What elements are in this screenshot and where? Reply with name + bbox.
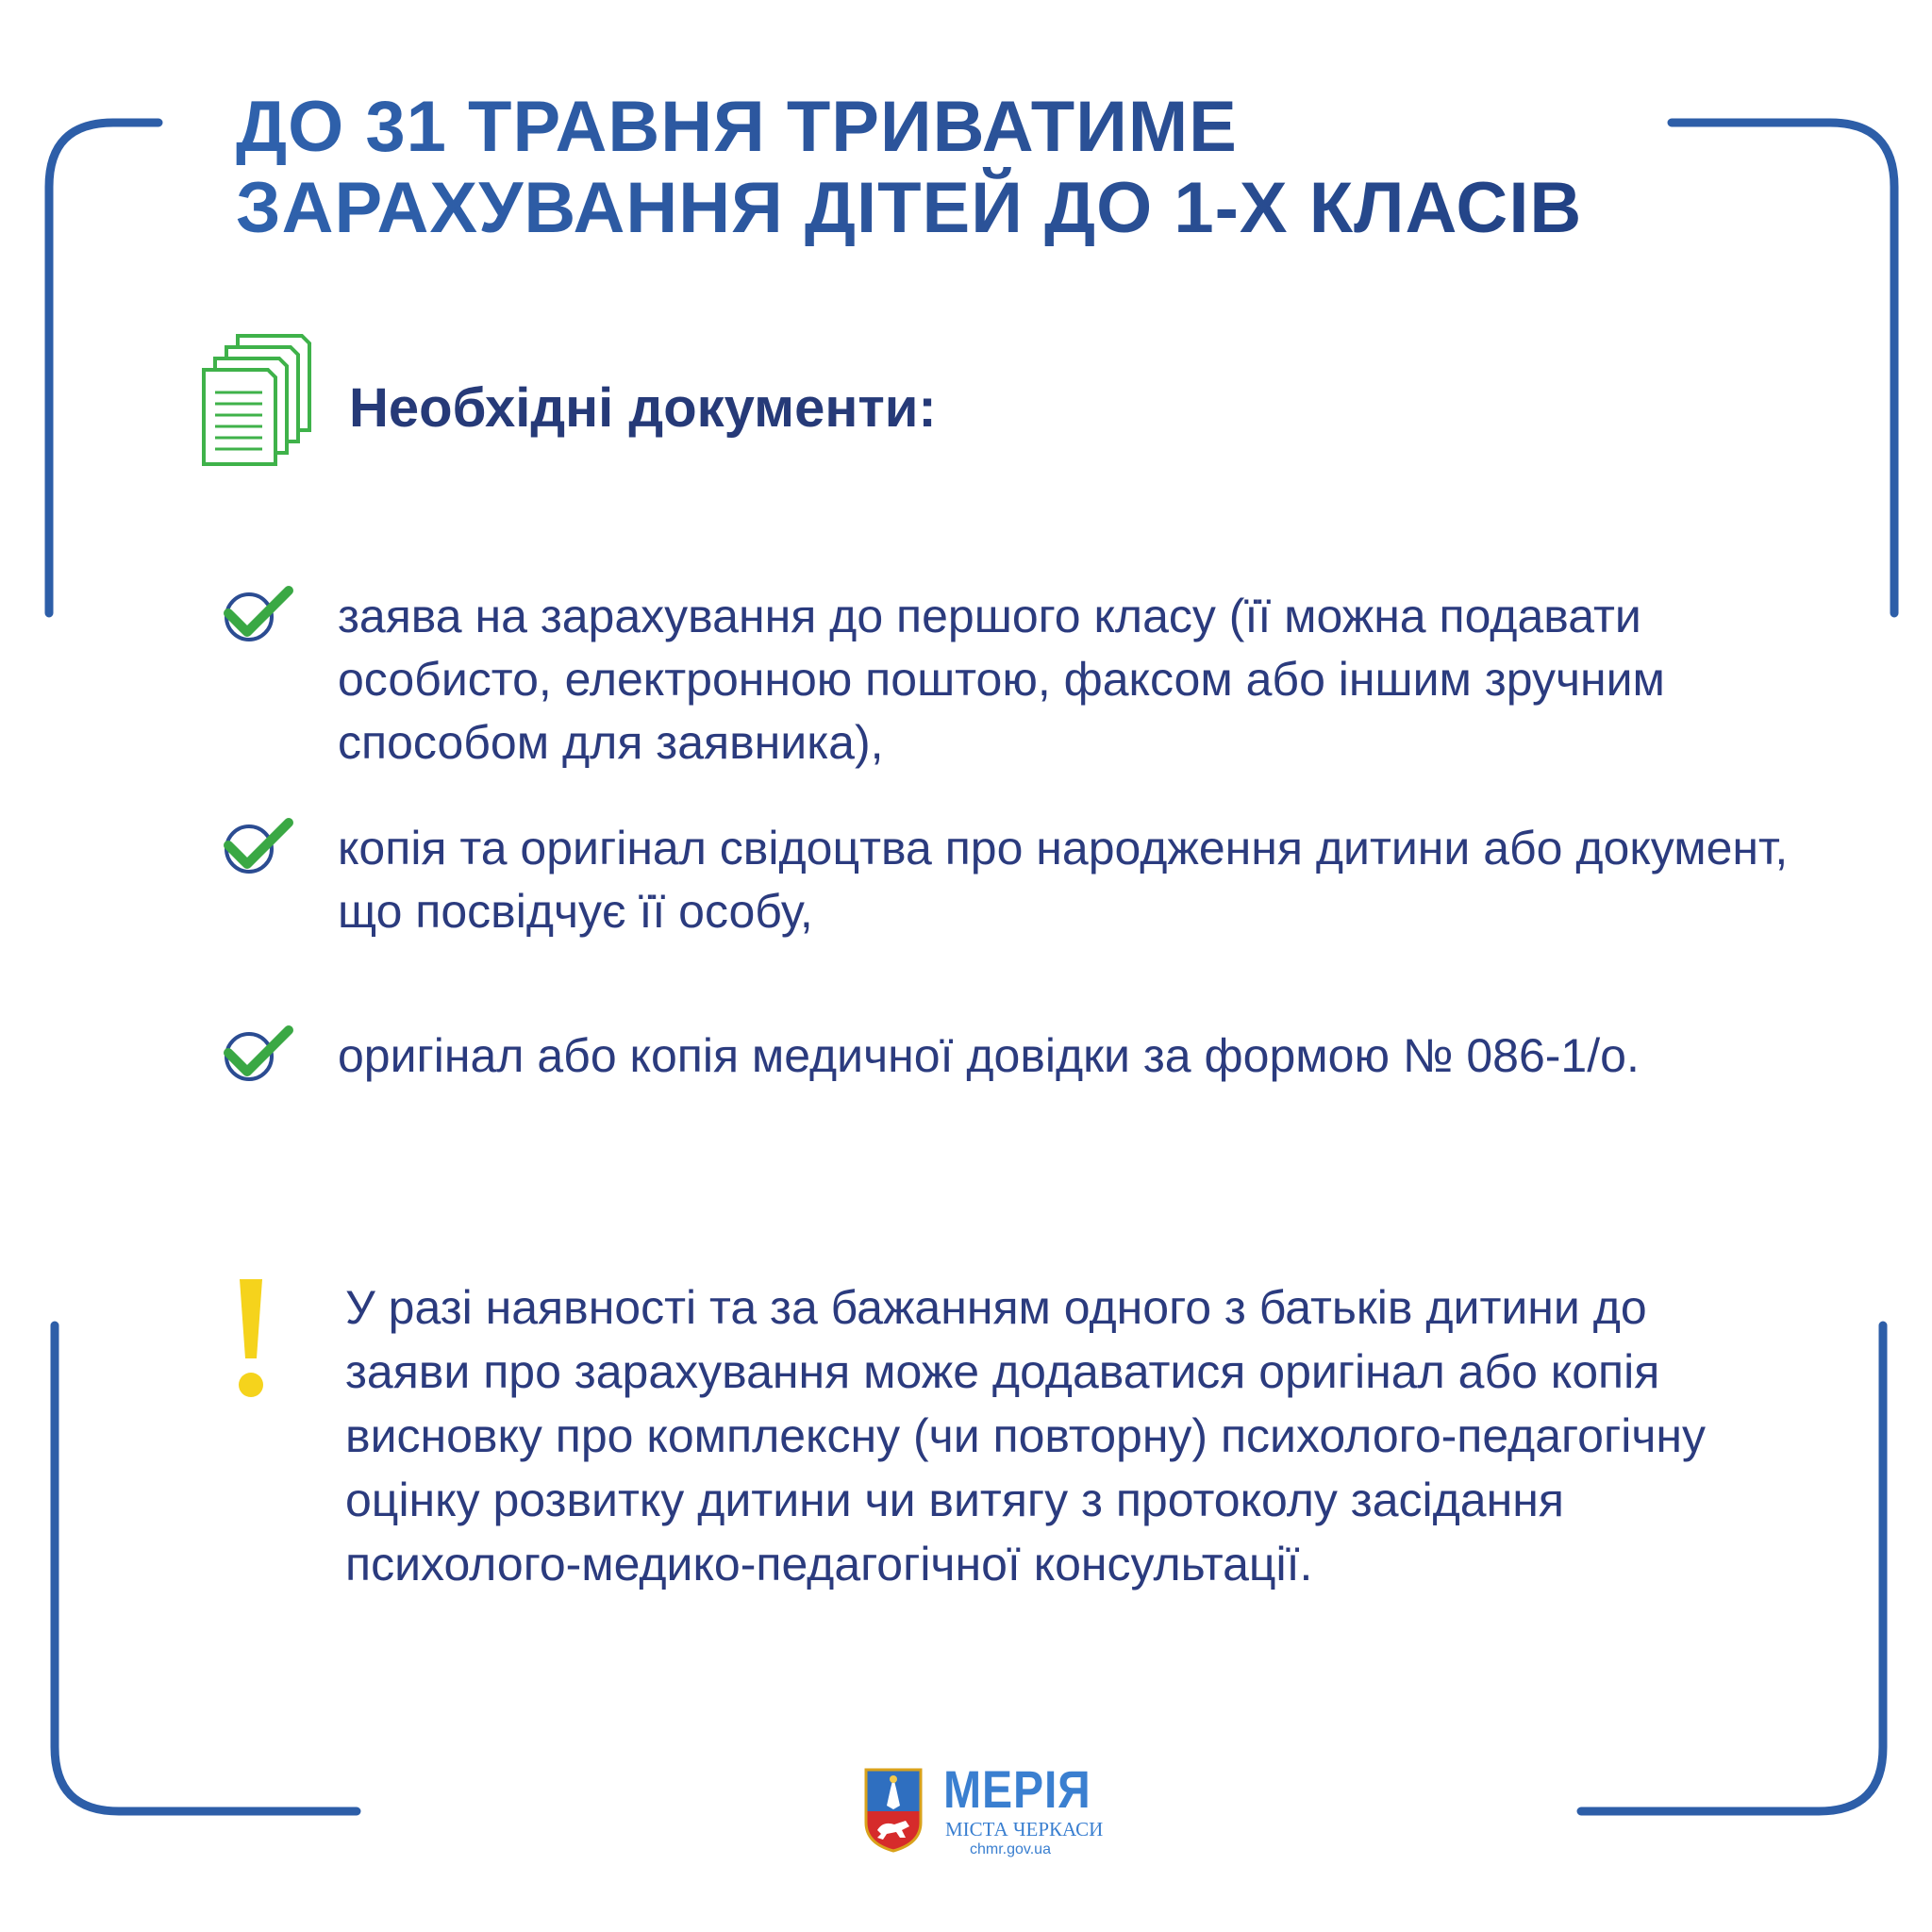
- documents-icon: [200, 332, 317, 472]
- checkmark-icon: [217, 817, 294, 875]
- checkmark-icon: [217, 585, 294, 643]
- note-text: У разі наявності та за бажанням одного з батьків дитини до заяви про зарахування може додаватися оригінал або копія висновку про комплексну (чи повторну) психолого-педагогічну оцінку розвитку дитини чи витягу з протоколу засідання психолого-медико-педагогічної консультації.: [345, 1281, 1706, 1591]
- section-heading: Необхідні документи:: [349, 377, 937, 439]
- page-title-line-1: ДО 31 ТРАВНЯ ТРИВАТИМЕ: [236, 87, 1238, 167]
- logo-url: chmr.gov.ua: [970, 1841, 1051, 1857]
- page-title: [236, 87, 1745, 249]
- page-title-line-2: ЗАРАХУВАННЯ ДІТЕЙ ДО 1-Х КЛАСІВ: [236, 168, 1583, 248]
- requirement-text: заява на зарахування до першого класу (її можна подавати особисто, електронною поштою, факсом або іншим зручним способом для заявника),: [338, 590, 1665, 769]
- logo-subtitle: МІСТА ЧЕРКАСИ: [945, 1818, 1104, 1840]
- frame-corner-bottom-left: [55, 1325, 357, 1811]
- checkmark-icon: [217, 1024, 294, 1083]
- requirement-text: копія та оригінал свідоцтва про народження дитини або документ, що посвідчує її особу,: [338, 822, 1789, 938]
- exclamation-icon: [234, 1275, 268, 1400]
- logo-wordmark: МЕРІЯ: [943, 1759, 1091, 1819]
- requirement-text: оригінал або копія медичної довідки за формою № 086-1/о.: [338, 1029, 1640, 1082]
- logo: [858, 1759, 1104, 1864]
- coat-of-arms-icon: [864, 1768, 923, 1853]
- frame-corner-top-left: [49, 123, 158, 613]
